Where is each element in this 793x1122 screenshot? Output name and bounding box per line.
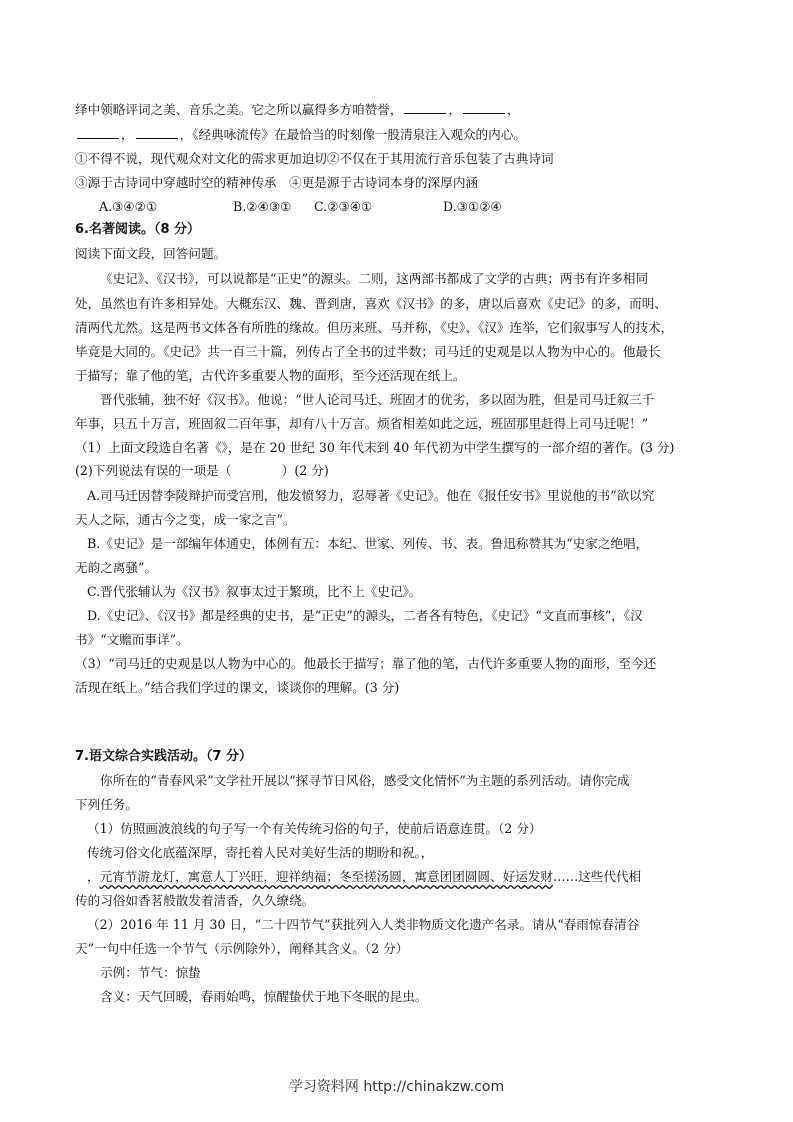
q6-option-c[interactable]: C.晋代张辅认为《汉书》叙事太过于繁琐，比不上《史记》。 [87,584,422,599]
q6-para1-line: 毕竟是大同的。《史记》共一百三十篇，列传占了全书的过半数；司马迁的史观是以人物为中心的。他最长 [75,344,661,359]
q6-sub2: (2)下列说法有误的一项是（ ）(2 分) [75,463,329,478]
q5-line2-text: ，《经典咏流传》在最恰当的时刻像一股清泉注入观众的内心。 [179,127,526,142]
separator: ， [507,102,520,117]
q5-options-line1: ①不得不说，现代观众对文化的需求更加迫切②不仅在于其用流行音乐包装了古典诗词 [75,151,554,166]
q6-option-a-line2: 天人之际，通古今之变，成一家之言”。 [75,512,296,527]
q5-options-line2: ③源于古诗词中穿越时空的精神传承 ④更是源于古诗词本身的深厚内涵 [75,175,478,190]
q7-heading: 7.语文综合实践活动。（7 分） [75,749,253,764]
answer-blank[interactable] [463,101,505,114]
q6-para1-line: 清两代尤然。这是两书文体各有所胜的缘故。但历来班、马并称，《史》、《汉》连举，它们叙事写人的技术， [75,320,674,335]
q6-para1-line: 处，虽然也有许多相异处。大概东汉、魏、晋到唐，喜欢《汉书》的多，唐以后喜欢《史记》的多，而明、 [75,296,667,311]
q6-heading: 6.名著阅读。（8 分） [75,222,201,237]
q7-sub1-sentence [87,868,737,886]
q6-para2-line: 年事，只五十万言，班固叙二百年事，却有八十万言。烦省相差如此之远，班固那里赶得上司马迁呢！” [75,416,649,431]
q6-intro: 阅读下面文段，回答问题。 [75,246,227,261]
q6-option-b-line1[interactable]: B.《史记》是一部编年体通史，体例有五：本纪、世家、列传、书、表。鲁迅称赞其为“史家之绝唱， [87,536,649,551]
q7-sub2-line2: 天”一句中任选一个节气（示例除外），阐释其含义。（2 分） [75,941,409,956]
q7-sub2-line1: （2）2016 年 11 月 30 日，“二十四节气”获批列入人类非物质文化遗产名录。请从“春雨惊春清谷 [87,917,640,932]
wavy-underlined-sentence: 元宵节游龙灯，寓意人丁兴旺，迎祥纳福；冬至搓汤圆，寓意团团圆圆、好运发财 [99,869,553,884]
choice-b[interactable]: B.②④③① [233,199,292,214]
q6-option-b-line2: 无韵之离骚”。 [75,560,158,575]
answer-blank[interactable] [77,126,119,139]
separator: ， [121,127,134,142]
q6-option-a-line1[interactable]: A.司马迁因替李陵辩护而受宫刑，他发愤努力，忍辱著《史记》。他在《报任安书》里说他的书“欲以究 [87,488,655,503]
choice-c[interactable]: C.②③④① [314,199,373,214]
choice-d[interactable]: D.③①②④ [443,199,502,214]
answer-blank[interactable] [404,101,446,114]
q7-intro-line2: 下列任务。 [75,797,138,812]
q6-sub3-line1: （3）“司马迁的史观是以人物为中心的。他最长于描写；靠了他的笔，古代许多重要人物的面形，至今还 [75,656,657,671]
q6-option-d-line2: 书》“文赡而事详”。 [75,632,189,647]
separator: ， [448,102,462,117]
q6-sub1: （1）上面文段选自名著《》，是在 20 世纪 30 年代末到 40 年代初为中学生撰写的一部介绍的著作。(3 分) [75,440,675,455]
q5-line2 [75,126,725,144]
q7-sub1-text: 传统习俗文化底蕴深厚，寄托着人民对美好生活的期盼和祝。， [87,845,434,860]
q7-sub1-line2: 传的习俗如香茗般散发着清香，久久缭绕。 [75,893,315,908]
q7-meaning: 含义：天气回暖，春雨始鸣，惊醒蛰伏于地下冬眠的昆虫。 [100,989,428,1004]
q6-sub3-line2: 活现在纸上。”结合我们学过的课文，谈谈你的理解。(3 分) [75,680,400,695]
q5-line1 [75,101,725,119]
q6-para2-line: 晋代张辅，独不好《汉书》。他说：“世人论司马迁、班固才的优劣，多以固为胜，但是司马迁叙三千 [100,392,655,407]
q7-example: 示例：节气：惊蛰 [100,965,201,980]
answer-blank[interactable] [136,126,178,139]
q6-option-d-line1[interactable]: D.《史记》、《汉书》都是经典的史书，是“正史”的源头，二者各有特色，《史记》“文直而事核”，《汉 [87,608,643,623]
q6-para1-line: 于描写；靠了他的笔，古代许多重要人物的面形，至今还活现在纸上。 [75,368,466,383]
sentence-tail: ……这些代代相 [552,869,642,884]
q7-sub1: （1）仿照画波浪线的句子写一个有关传统习俗的句子，使前后语意连贯。（2 分） [87,821,542,836]
q5-line1-text: 绎中领略评词之美、音乐之美。它之所以赢得多方咱赞誉， [75,102,403,117]
q6-para1-line: 《史记》、《汉书》，可以说都是“正史”的源头。二则，这两部书都成了文学的古典；两书有许多相同 [100,271,649,286]
answer-slot[interactable]: ， [87,869,100,884]
choice-a[interactable]: A.③④②① [99,199,158,214]
page-footer[interactable]: 学习资料网 http://chinakzw.com [288,1079,505,1095]
q7-intro-line1: 你所在的“青春风采”文学社开展以“探寻节日风俗，感受文化情怀”为主题的系列活动。请你完成 [100,773,630,788]
